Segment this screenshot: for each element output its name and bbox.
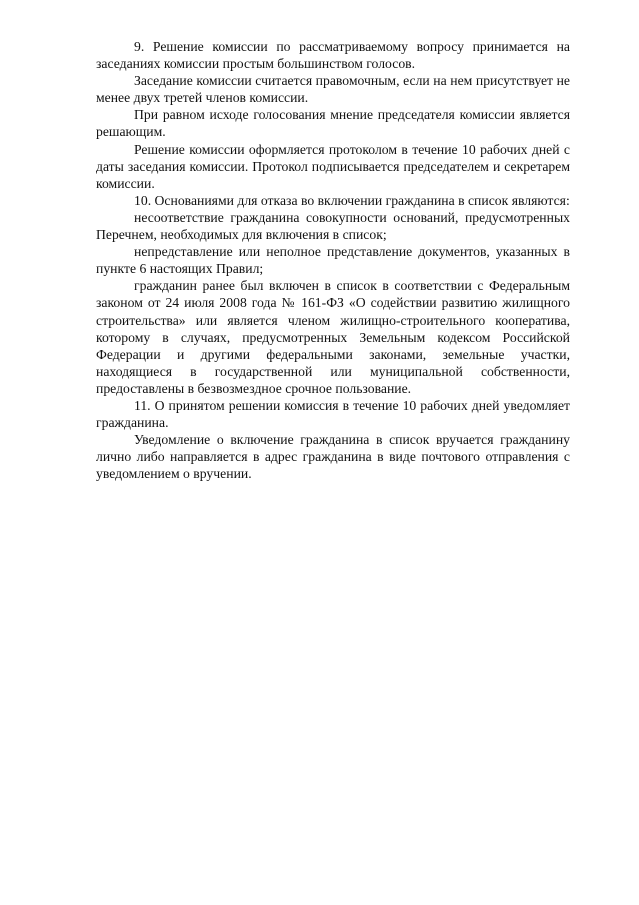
list-item-mismatch: несоответствие гражданина совокупности оснований, предусмотренных Перечнем, необходимых для включения в список; bbox=[96, 209, 570, 243]
paragraph-notice-delivery: Уведомление о включение гражданина в список вручается гражданину лично либо направляется в адрес гражданина в виде почтового отправления с уведомлением о вручении. bbox=[96, 432, 570, 482]
paragraph-9-decision: 9. Решение комиссии по рассматриваемому вопросу принимается на заседаниях комиссии простым большинством голосов. bbox=[96, 39, 570, 72]
list-item-previously-included: гражданин ранее был включен в список в соответствии с Федеральным законом от 24 июля 2008 года № 161-ФЗ «О содействии развитию жилищного строительства» или является членом жилищно-строительного кооператива, которому в случаях, предусмотренных Земельным кодексом Российской Федерации и другими федеральными законами, земельные участки, находящиеся в государственной или муниципальной собственности, предоставлены в безвозмездное срочное пользование. bbox=[96, 278, 570, 396]
paragraph-10-refusal-grounds: 10. Основаниями для отказа во включении гражданина в список являются: bbox=[134, 192, 570, 208]
list-item-missing-documents: непредставление или неполное представление документов, указанных в пункте 6 настоящих Правил; bbox=[96, 244, 570, 277]
paragraph-chair-vote: При равном исходе голосования мнение председателя комиссии является решающим. bbox=[96, 107, 570, 140]
paragraph-quorum: Заседание комиссии считается правомочным, если на нем присутствует не менее двух третей членов комиссии. bbox=[96, 73, 570, 106]
paragraph-11-notification: 11. О принятом решении комиссия в течение 10 рабочих дней уведомляет гражданина. bbox=[96, 397, 570, 431]
paragraph-protocol: Решение комиссии оформляется протоколом в течение 10 рабочих дней с даты заседания комиссии. Протокол подписывается председателем и секретарем комиссии. bbox=[96, 141, 570, 191]
document-body bbox=[96, 38, 570, 482]
